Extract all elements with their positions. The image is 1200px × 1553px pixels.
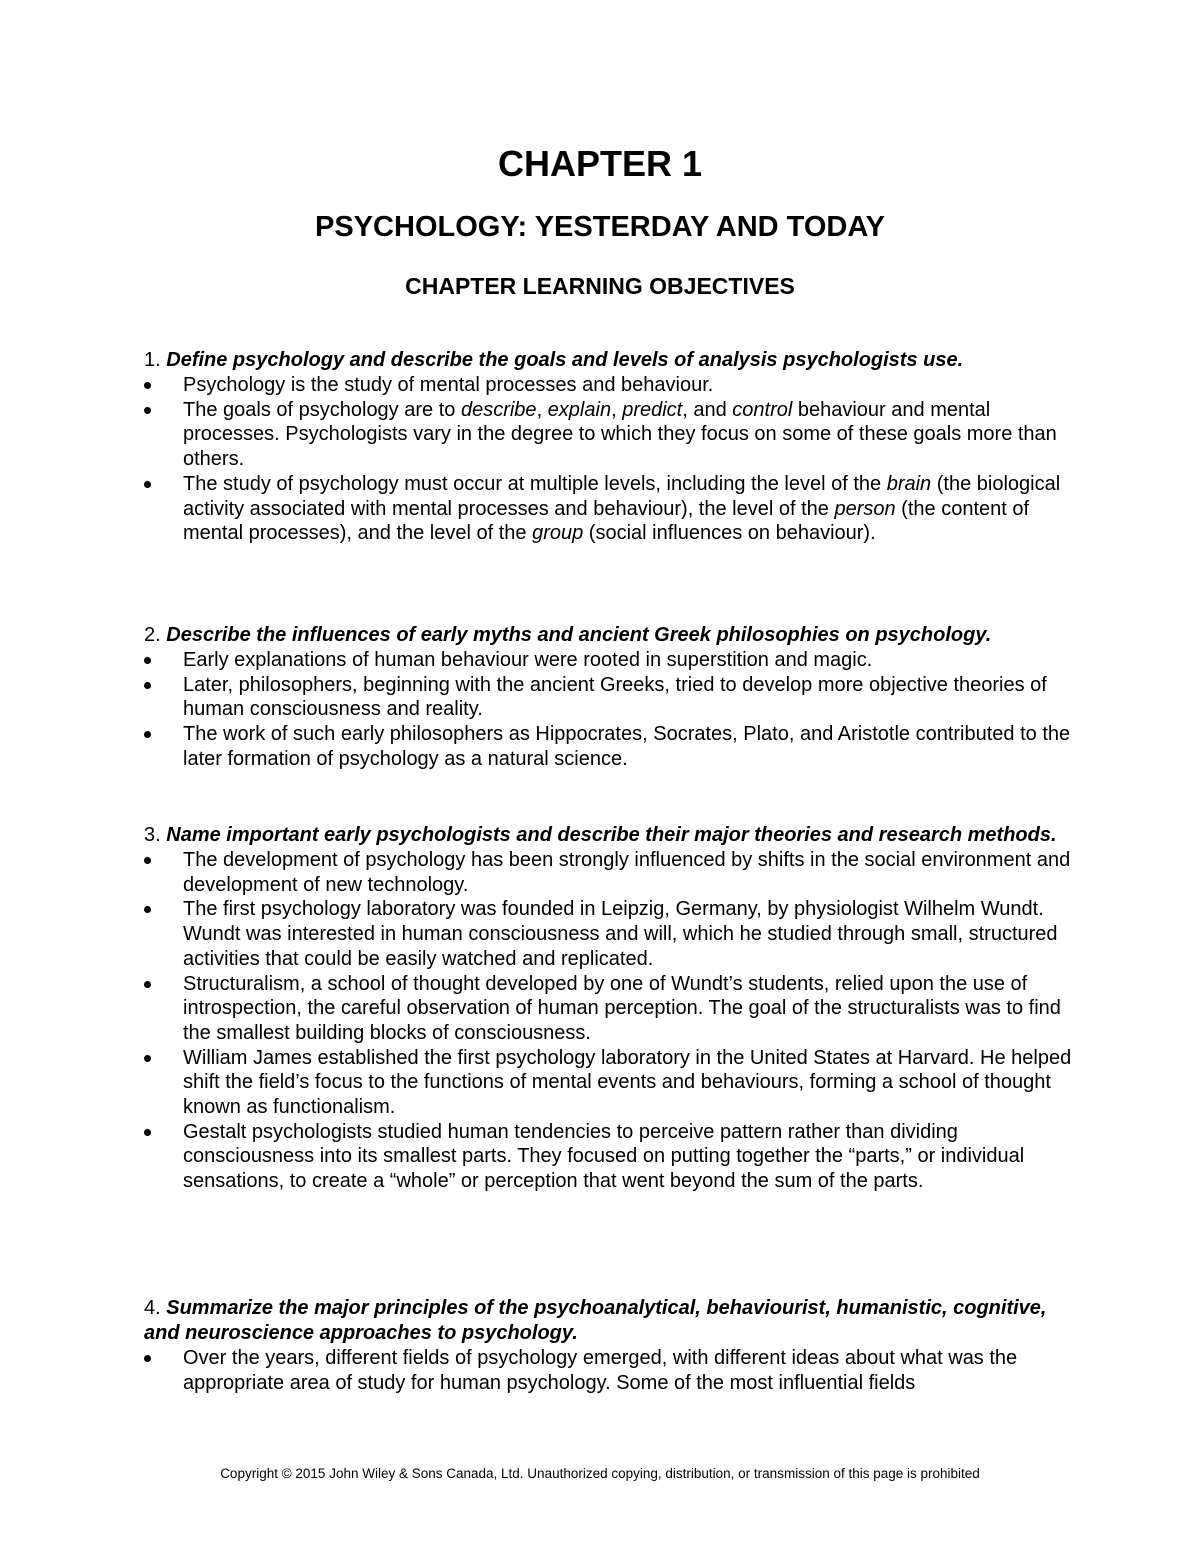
objective-heading-text: Summarize the major principles of the psychoanalytical, behaviourist, humanistic, cognitive, and neuroscience approaches to psychology. bbox=[144, 1297, 1047, 1344]
bullet-list bbox=[144, 1346, 1074, 1395]
bullet-icon bbox=[144, 857, 151, 864]
objective-heading-text: Define psychology and describe the goals and levels of analysis psychologists use. bbox=[166, 349, 964, 371]
emphasis-term: describe bbox=[460, 398, 537, 421]
chapter-subject: PSYCHOLOGY: YESTERDAY AND TODAY bbox=[315, 211, 885, 243]
emphasis-term: brain bbox=[886, 472, 932, 495]
bullet-icon bbox=[144, 657, 151, 664]
objective-heading bbox=[144, 348, 1074, 373]
bullet-icon bbox=[144, 1129, 151, 1136]
objective-4 bbox=[144, 1296, 1074, 1395]
list-item bbox=[144, 373, 1074, 398]
bullet-text: William James established the first psychology laboratory in the United States at Harvard. He helped shift the field’s focus to the functions of mental events and behaviours, forming a school of thought known as functionalism. bbox=[183, 1046, 1072, 1119]
bullet-icon bbox=[144, 481, 151, 488]
emphasis-term: group bbox=[532, 522, 584, 545]
list-item bbox=[144, 398, 1074, 472]
objective-2 bbox=[144, 623, 1074, 772]
list-item bbox=[144, 897, 1074, 971]
bullet-icon bbox=[144, 731, 151, 738]
copyright-footer: Copyright © 2015 John Wiley & Sons Canada, Ltd. Unauthorized copying, distribution, or transmission of this page is prohibited bbox=[220, 1466, 980, 1481]
list-item bbox=[144, 1346, 1074, 1395]
objective-number: 2. bbox=[144, 624, 161, 646]
bullet-text: Early explanations of human behaviour were rooted in superstition and magic. bbox=[183, 649, 873, 671]
list-item bbox=[144, 848, 1074, 897]
objective-heading bbox=[144, 1296, 1074, 1346]
bullet-icon bbox=[144, 682, 151, 689]
bullet-text: Structuralism, a school of thought developed by one of Wundt’s students, relied upon the use of introspection, the careful observation of human perception. The goal of the structuralists was to find the smallest building blocks of consciousness. bbox=[183, 972, 1061, 1044]
list-item bbox=[144, 1046, 1074, 1120]
objective-number: 1. bbox=[144, 349, 161, 371]
objective-heading-text: Describe the influences of early myths and ancient Greek philosophies on psychology. bbox=[166, 624, 992, 646]
emphasis-term: predict bbox=[622, 398, 683, 421]
bullet-list bbox=[144, 848, 1074, 1194]
bullet-text: Later, philosophers, beginning with the ancient Greeks, tried to develop more objective theories of human consciousness and reality. bbox=[183, 673, 1047, 721]
objective-heading-text: Name important early psychologists and describe their major theories and research methods. bbox=[166, 824, 1057, 846]
objective-heading bbox=[144, 623, 1074, 648]
bullet-icon bbox=[144, 1055, 151, 1062]
objectives-title: CHAPTER LEARNING OBJECTIVES bbox=[405, 273, 795, 299]
bullet-icon bbox=[144, 407, 151, 414]
chapter-title: CHAPTER 1 bbox=[497, 143, 703, 184]
objective-number: 4. bbox=[144, 1297, 161, 1319]
objective-1 bbox=[144, 348, 1074, 546]
bullet-text: Psychology is the study of mental processes and behaviour. bbox=[183, 374, 714, 396]
bullet-text: The work of such early philosophers as Hippocrates, Socrates, Plato, and Aristotle contributed to the later formation of psychology as a natural science. bbox=[183, 723, 1071, 770]
emphasis-term: explain bbox=[547, 398, 612, 421]
bullet-icon bbox=[144, 981, 151, 988]
bullet-list bbox=[144, 648, 1074, 772]
bullet-icon bbox=[144, 906, 151, 913]
bullet-list bbox=[144, 373, 1074, 546]
objective-number: 3. bbox=[144, 824, 161, 846]
bullet-icon bbox=[144, 1355, 151, 1362]
objective-3 bbox=[144, 823, 1074, 1194]
bullet-text: Over the years, different fields of psychology emerged, with different ideas about what was the appropriate area of study for human psychology. Some of the most influential fields bbox=[183, 1347, 1018, 1394]
list-item bbox=[144, 1120, 1074, 1194]
bullet-text: Gestalt psychologists studied human tendencies to perceive pattern rather than dividing consciousness into its smallest parts. They focused on putting together the “parts,” or individual sensations, to create a “whole” or perception that went beyond the sum of the parts. bbox=[183, 1120, 1025, 1193]
objective-heading bbox=[144, 823, 1074, 848]
bullet-icon bbox=[144, 382, 151, 389]
emphasis-term: control bbox=[732, 398, 793, 421]
list-item bbox=[144, 673, 1074, 722]
list-item bbox=[144, 472, 1074, 546]
list-item bbox=[144, 648, 1074, 673]
bullet-text: The goals of psychology are to describe, explain, predict, and control behaviour and mental processes. Psychologists vary in the degree to which they focus on some of these goals more than others. bbox=[183, 398, 1057, 471]
list-item bbox=[144, 972, 1074, 1046]
emphasis-term: person bbox=[834, 497, 896, 520]
bullet-text: The first psychology laboratory was founded in Leipzig, Germany, by physiologist Wilhelm Wundt. Wundt was interested in human consciousness and will, which he studied through small, structured activities that could be easily watched and replicated. bbox=[183, 898, 1058, 970]
list-item bbox=[144, 722, 1074, 771]
bullet-text: The study of psychology must occur at multiple levels, including the level of the brain (the biological activity associated with mental processes and behaviour), the level of the person (the content of mental processes), and the level of the group (social influences on behaviour). bbox=[183, 472, 1061, 545]
bullet-text: The development of psychology has been strongly influenced by shifts in the social environment and development of new technology. bbox=[183, 849, 1071, 896]
